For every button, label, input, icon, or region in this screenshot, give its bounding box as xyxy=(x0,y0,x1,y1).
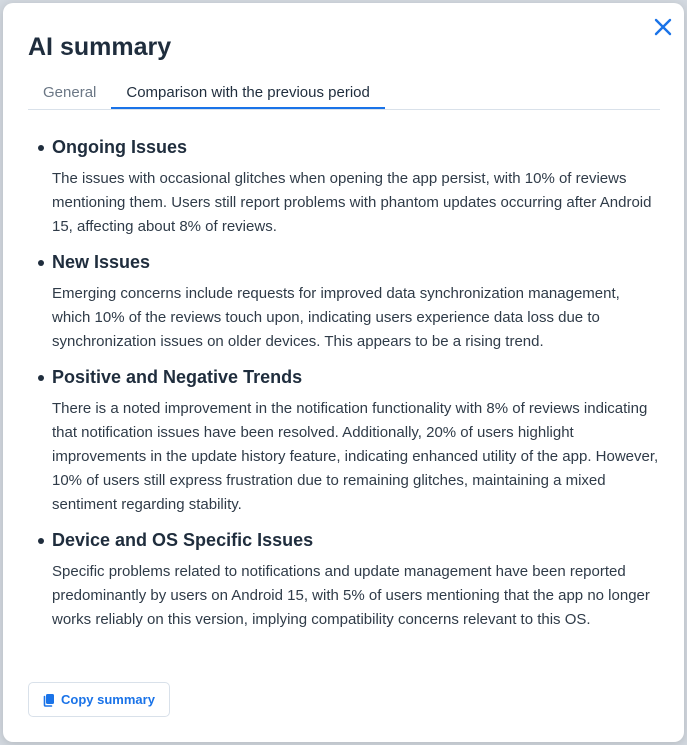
section-ongoing-issues xyxy=(28,133,660,239)
bullet-icon xyxy=(38,375,44,381)
ai-summary-dialog xyxy=(3,3,684,742)
copy-summary-button[interactable] xyxy=(28,682,170,717)
section-heading: New Issues xyxy=(52,252,151,272)
copy-icon xyxy=(42,693,55,707)
bullet-icon xyxy=(38,145,44,151)
section-device-os-issues xyxy=(28,526,660,632)
section-heading: Ongoing Issues xyxy=(52,137,188,157)
tab-comparison[interactable]: Comparison with the previous period xyxy=(111,79,384,109)
copy-summary-label: Copy summary xyxy=(61,692,155,707)
section-body: Emerging concerns include requests for improved data synchronization management, which 10% of the reviews touch upon, indicating users experience data loss due to synchronization issues on older devices. This appears to be a rising trend. xyxy=(52,285,620,350)
section-body: There is a noted improvement in the notification functionality with 8% of reviews indicating that notification issues have been resolved. Additionally, 20% of users highlight improvements in the update history feature, indicating enhanced utility of the app. However, 10% of users still express frustration due to remaining glitches, maintaining a mixed sentiment regarding stability. xyxy=(52,400,659,513)
close-button[interactable] xyxy=(651,15,675,39)
bullet-icon xyxy=(38,260,44,266)
bullet-icon xyxy=(38,538,44,544)
section-body: The issues with occasional glitches when opening the app persist, with 10% of reviews mentioning them. Users still report problems with phantom updates occurring after Android 15, affecting about 8% of reviews. xyxy=(52,170,652,235)
dialog-title: AI summary xyxy=(28,33,172,61)
summary-content xyxy=(28,133,660,641)
close-icon xyxy=(651,15,675,39)
tab-bar xyxy=(28,79,660,110)
section-heading: Positive and Negative Trends xyxy=(52,367,303,387)
section-new-issues xyxy=(28,248,660,354)
section-body: Specific problems related to notifications and update management have been reported predominantly by users on Android 15, with 5% of users mentioning that the app no longer works reliably on this version, implying compatibility concerns relevant to this OS. xyxy=(52,563,650,628)
section-trends xyxy=(28,363,660,517)
tab-general[interactable]: General xyxy=(43,84,97,101)
section-heading: Device and OS Specific Issues xyxy=(52,530,314,550)
